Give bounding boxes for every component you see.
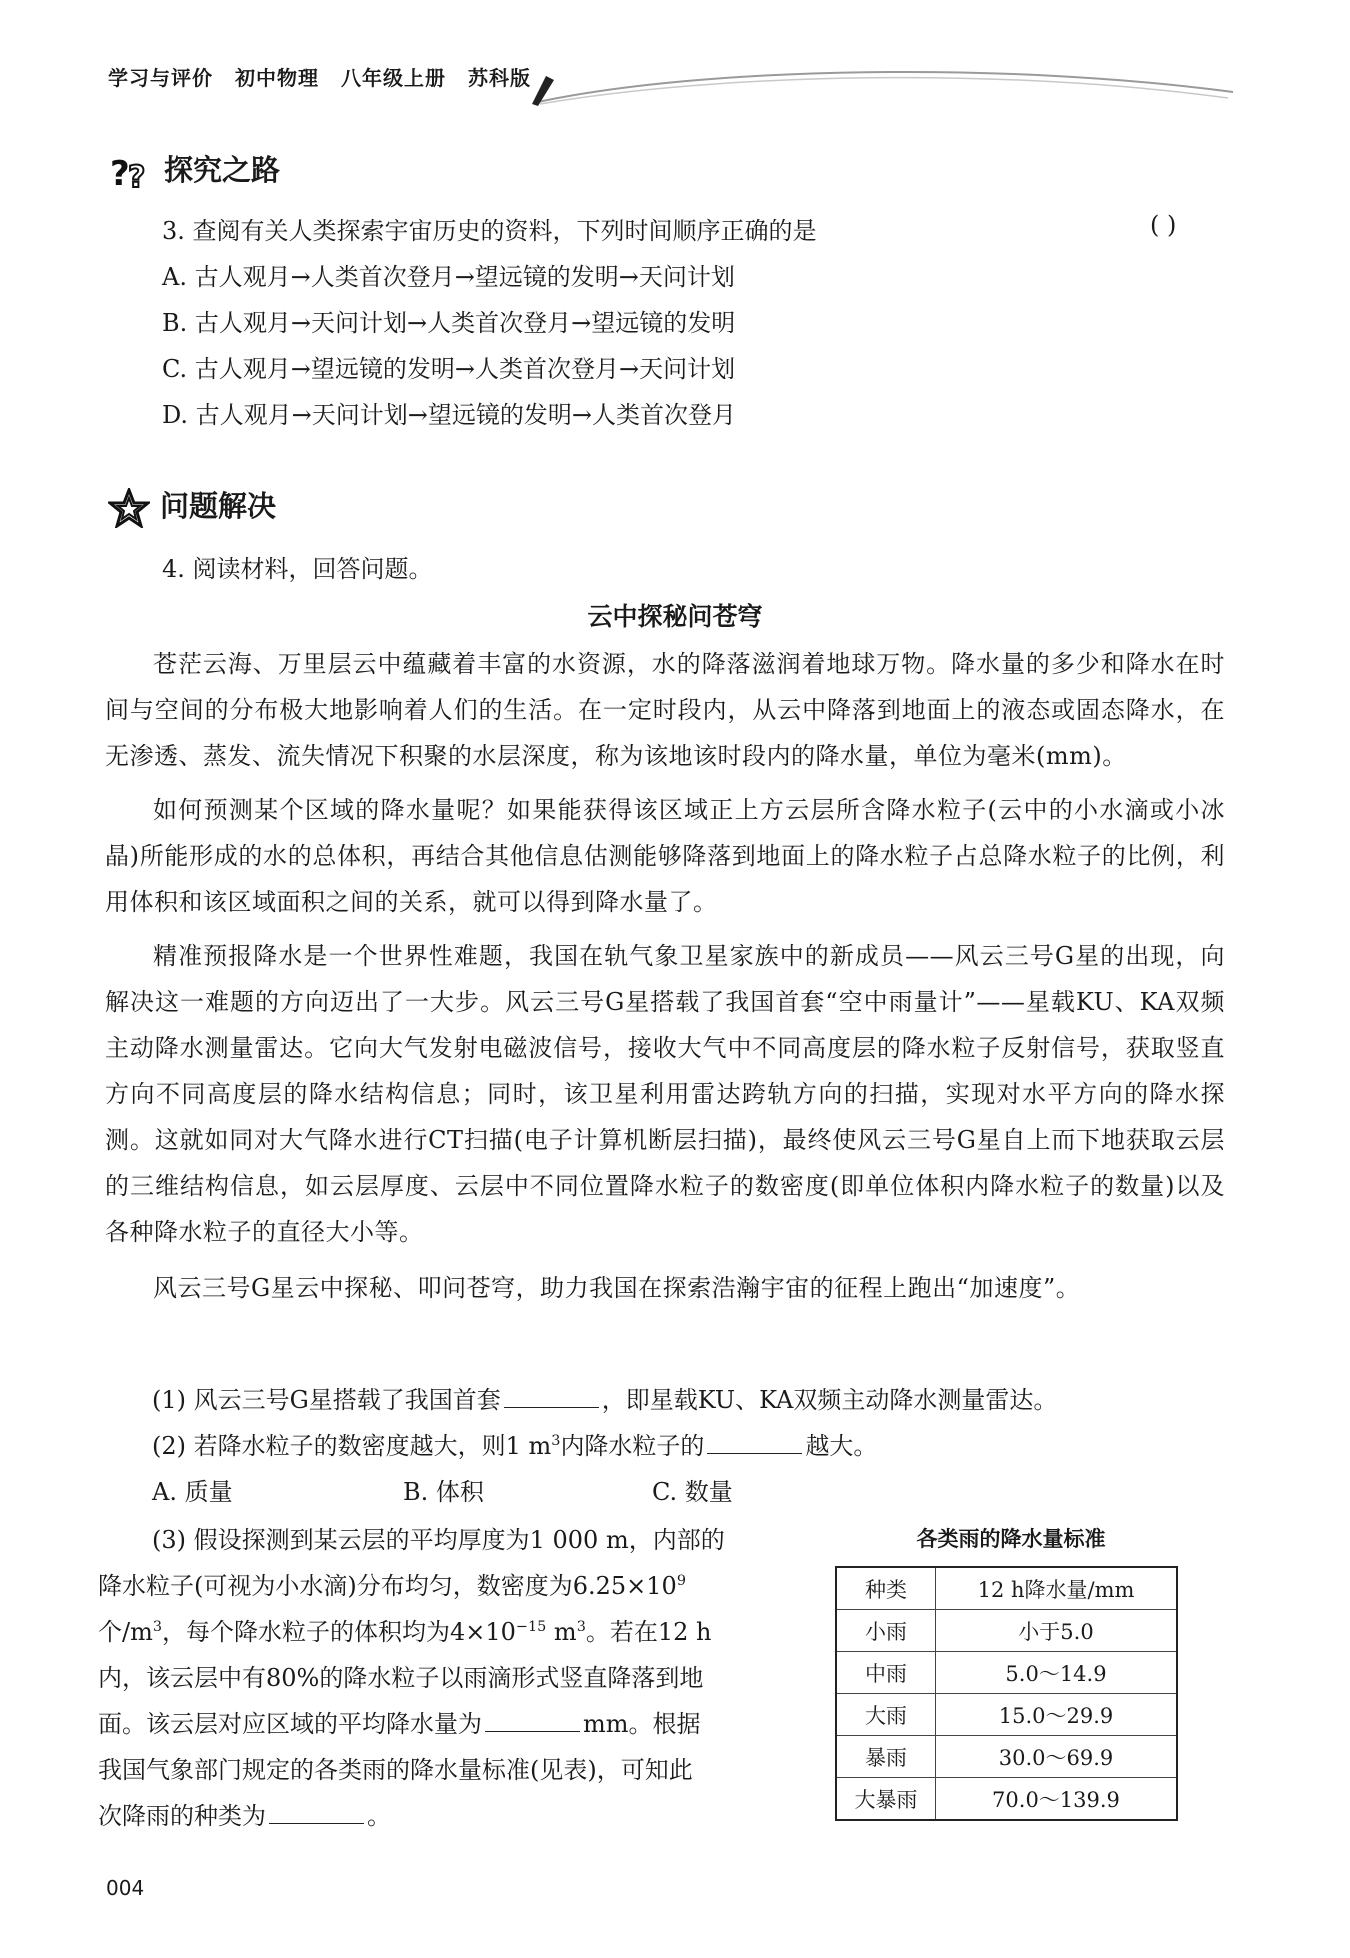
sub-question-3-line-2: 降水粒子(可视为小水滴)分布均匀，数密度为$6.25\times 10^9$ — [98, 1572, 686, 1600]
table-cell: 小雨 — [836, 1610, 936, 1652]
answer-blank[interactable] — [504, 1385, 599, 1408]
question-3-option-b: B. 古人观月→天问计划→人类首次登月→望远镜的发明 — [162, 309, 736, 337]
table-row — [836, 1736, 1177, 1778]
section-title-text: 探究之路 — [164, 153, 281, 187]
svg-text:?: ? — [110, 154, 130, 191]
sub-question-3-line-1: (3) 假设探测到某云层的平均厚度为1 000 m，内部的 — [152, 1526, 725, 1554]
table-title: 各类雨的降水量标准 — [916, 1527, 1106, 1551]
page-number: 004 — [106, 1876, 145, 1900]
table-row — [836, 1694, 1177, 1736]
sub-question-2: (2) 若降水粒子的数密度越大，则1 $m^3$内降水粒子的 越大。 — [152, 1432, 878, 1460]
table-cell: 大雨 — [836, 1694, 936, 1736]
sub-question-3-line-7: 次降雨的种类为 。 — [98, 1802, 391, 1830]
table-header: 种类 — [836, 1567, 936, 1610]
table-cell: 30.0～69.9 — [936, 1736, 1178, 1778]
sub-question-2-option-b: B. 体积 — [403, 1478, 484, 1506]
sub-question-2-option-c: C. 数量 — [652, 1478, 733, 1506]
header-grade: 八年级上册 — [341, 66, 446, 90]
question-marks-icon — [110, 153, 154, 191]
question-3-option-a: A. 古人观月→人类首次登月→望远镜的发明→天问计划 — [162, 263, 735, 291]
sub-question-3-line-5: 面。该云层对应区域的平均降水量为 mm。根据 — [98, 1710, 701, 1738]
section-title-problem-solving — [108, 484, 276, 528]
svg-text:?: ? — [128, 160, 146, 191]
table-row — [836, 1652, 1177, 1694]
question-4-stem: 4. 阅读材料，回答问题。 — [162, 555, 433, 583]
table-cell: 5.0～14.9 — [936, 1652, 1178, 1694]
table-cell: 中雨 — [836, 1652, 936, 1694]
article-title: 云中探秘问苍穹 — [587, 602, 763, 631]
question-3-option-c: C. 古人观月→望远镜的发明→人类首次登月→天问计划 — [162, 355, 736, 383]
table-cell: 15.0～29.9 — [936, 1694, 1178, 1736]
article-paragraph: 风云三号G星云中探秘、叩问苍穹，助力我国在探索浩瀚宇宙的征程上跑出“加速度”。 — [153, 1274, 1081, 1302]
header-edition: 苏科版 — [468, 66, 531, 90]
answer-blank[interactable] — [485, 1709, 580, 1732]
article-paragraph: 精准预报降水是一个世界性难题，我国在轨气象卫星家族中的新成员——风云三号G星的出现，向解决这一难题的方向迈出了一大步。风云三号G星搭载了我国首套“空中雨量计”——星载KU、KA双频主动降水测量雷达。它向大气发射电磁波信号，接收大气中不同高度层的降水粒子反射信号，获取竖直方向不同高度层的降水结构信息；同时，该卫星利用雷达跨轨方向的扫描，实现对水平方向的降水探测。这就如同对大气降水进行CT扫描(电子计算机断层扫描)，最终使风云三号G星自上而下地获取云层的三维结构信息，如云层厚度、云层中不同位置降水粒子的数密度(即单位体积内降水粒子的数量)以及各种降水粒子的直径大小等。 — [105, 942, 1225, 1246]
table-row — [836, 1778, 1177, 1821]
header-text — [108, 62, 553, 91]
sub-question-3-line-4: 内，该云层中有80%的降水粒子以雨滴形式竖直降落到地 — [98, 1664, 704, 1692]
header-subject: 初中物理 — [235, 66, 319, 90]
table-cell: 暴雨 — [836, 1736, 936, 1778]
article-paragraph: 如何预测某个区域的降水量呢？如果能获得该区域正上方云层所含降水粒子(云中的小水滴或小冰晶)所能形成的水的总体积，再结合其他信息估测能够降落到地面上的降水粒子占总降水粒子的比例，利用体积和该区域面积之间的关系，就可以得到降水量了。 — [105, 796, 1225, 916]
answer-bracket: ( ) — [1150, 211, 1177, 239]
page-header — [108, 58, 1238, 108]
section-title-explore — [110, 148, 280, 191]
article-body — [105, 641, 1225, 1311]
question-3-stem: 3. 查阅有关人类探索宇宙历史的资料，下列时间顺序正确的是 — [162, 217, 817, 245]
sub-question-1: (1) 风云三号G星搭载了我国首套 ，即星载KU、KA双频主动降水测量雷达。 — [152, 1386, 1058, 1414]
answer-blank[interactable] — [707, 1431, 802, 1454]
rainfall-standard-table — [835, 1566, 1178, 1821]
table-cell: 70.0～139.9 — [936, 1778, 1178, 1821]
section-title-text: 问题解决 — [160, 489, 277, 523]
sub-question-3-line-6: 我国气象部门规定的各类雨的降水量标准(见表)，可知此 — [98, 1756, 693, 1784]
table-cell: 小于5.0 — [936, 1610, 1178, 1652]
table-header: 12 h降水量/mm — [936, 1567, 1178, 1610]
table-cell: 大暴雨 — [836, 1778, 936, 1821]
sub-question-2-option-a: A. 质量 — [152, 1478, 233, 1506]
header-book-series: 学习与评价 — [108, 66, 213, 90]
article-paragraph: 苍茫云海、万里层云中蕴藏着丰富的水资源，水的降落滋润着地球万物。降水量的多少和降水在时间与空间的分布极大地影响着人们的生活。在一定时段内，从云中降落到地面上的液态或固态降水，在无渗透、蒸发、流失情况下积聚的水层深度，称为该地该时段内的降水量，单位为毫米(mm)。 — [105, 650, 1225, 770]
table-header-row — [836, 1567, 1177, 1610]
star-icon — [108, 488, 150, 528]
answer-blank[interactable] — [269, 1801, 364, 1824]
table-row — [836, 1610, 1177, 1652]
question-3-option-d: D. 古人观月→天问计划→望远镜的发明→人类首次登月 — [162, 401, 736, 429]
sub-question-3-line-3: 个$/m^3$，每个降水粒子的体积均为$4\times 10^{-15}$ $m^3$。若在12 h — [98, 1618, 712, 1646]
